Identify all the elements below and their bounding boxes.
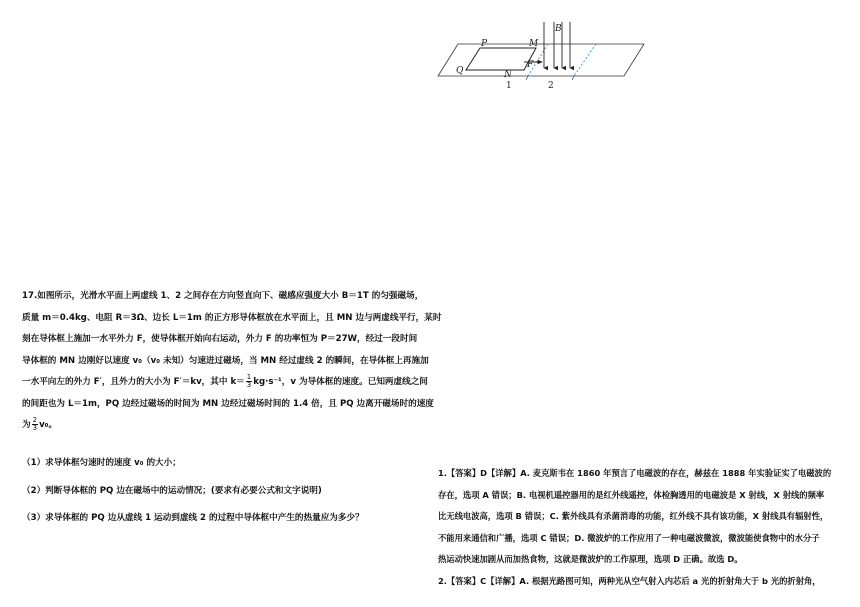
question-text: v₀。 <box>39 420 58 430</box>
question-line: 导体框的 MN 边刚好以速度 v₀（v₀ 未知）匀速进过磁场，当 MN 经过虚线 2 的瞬间，在导体框上再施加 <box>22 355 429 366</box>
answer-line: 1.【答案】D【详解】A. 麦克斯韦在 1860 年预言了电磁波的存在，赫兹在 1888 年实验证实了电磁波的 <box>438 468 832 478</box>
fraction-v: $\frac{2}{3}$ <box>32 416 38 432</box>
sub-question-3: （3）求导体框的 PQ 边从虚线 1 运动到虚线 2 的过程中导体框中产生的热量应为多少？ <box>22 513 364 523</box>
answer-line: 存在，选项 A 错误；B. 电视机遥控器用的是红外线遥控，体检胸透用的电磁波是 X 射线，X 射线的频率 <box>438 489 825 500</box>
question-line: 的间距也为 L＝1m，PQ 边经过磁场的时间为 MN 边经过磁场时间的 1.4 倍，且 PQ 边离开磁场时的速度 <box>22 398 434 409</box>
line-label-1: 1 <box>506 81 512 91</box>
question-line <box>22 415 427 437</box>
fraction-k: $\frac{1}{3}$ <box>246 373 252 389</box>
figure-diagram <box>436 18 646 96</box>
question-line: 质量 m＝0.4kg、电阻 R＝3Ω、边长 L＝1m 的正方形导体框放在水平面上，且 MN 边与两虚线平行，某时 <box>22 312 442 323</box>
magnetic-field-figure <box>436 18 646 96</box>
label-Q: Q <box>456 66 464 76</box>
label-B: B <box>555 24 562 34</box>
answer-line: 比无线电波高，选项 B 错误；C. 紫外线具有杀菌消毒的功能，红外线不具有该功能，X 射线具有辐射性， <box>438 511 829 522</box>
label-P: P <box>481 39 488 49</box>
sub-question-2: （2）判断导体框的 PQ 边在磁场中的运动情况；(要求有必要公式和文字说明) <box>22 486 322 496</box>
conductor-frame <box>466 48 536 70</box>
answer-line: 热运动快速加剧从而加热食物，这就是微波炉的工作原理，选项 D 正确。故选 D。 <box>438 554 743 565</box>
line-label-2: 2 <box>548 81 554 91</box>
sub-question-1: （1）求导体框匀速时的速度 v₀ 的大小； <box>22 458 181 468</box>
horizontal-plane <box>438 44 644 76</box>
question-text: kg·s⁻¹，v 为导体框的速度。已知两虚线之间 <box>253 377 428 387</box>
question-line: 刻在导体框上施加一水平外力 F，使导体框开始向右运动，外力 F 的功率恒为 P＝27W，经过一段时间 <box>22 334 418 344</box>
label-F: F <box>527 60 534 70</box>
label-M: M <box>529 39 539 49</box>
answers-section <box>438 463 843 593</box>
question-text: 一水平向左的外力 F′，且外力的大小为 F′＝kv，其中 k＝ <box>22 377 245 387</box>
question-line <box>22 372 427 394</box>
answer-line: 不能用来通信和广播，选项 C 错误；D. 微波炉的工作应用了一种电磁波微波，微波能使食物中的水分子 <box>438 532 820 543</box>
dashed-line-2 <box>574 44 596 76</box>
question-line: 17.如图所示，光滑水平面上两虚线 1、2 之间存在方向竖直向下、磁感应强度大小 B＝1T 的匀强磁场， <box>22 291 424 301</box>
label-N: N <box>504 70 512 80</box>
answer-line: 2.【答案】C【详解】A. 根据光路图可知，两种光从空气射入内芯后 a 光的折射角大于 b 光的折射角， <box>438 575 821 586</box>
question-17 <box>22 286 442 523</box>
question-text: 为 <box>22 420 31 430</box>
